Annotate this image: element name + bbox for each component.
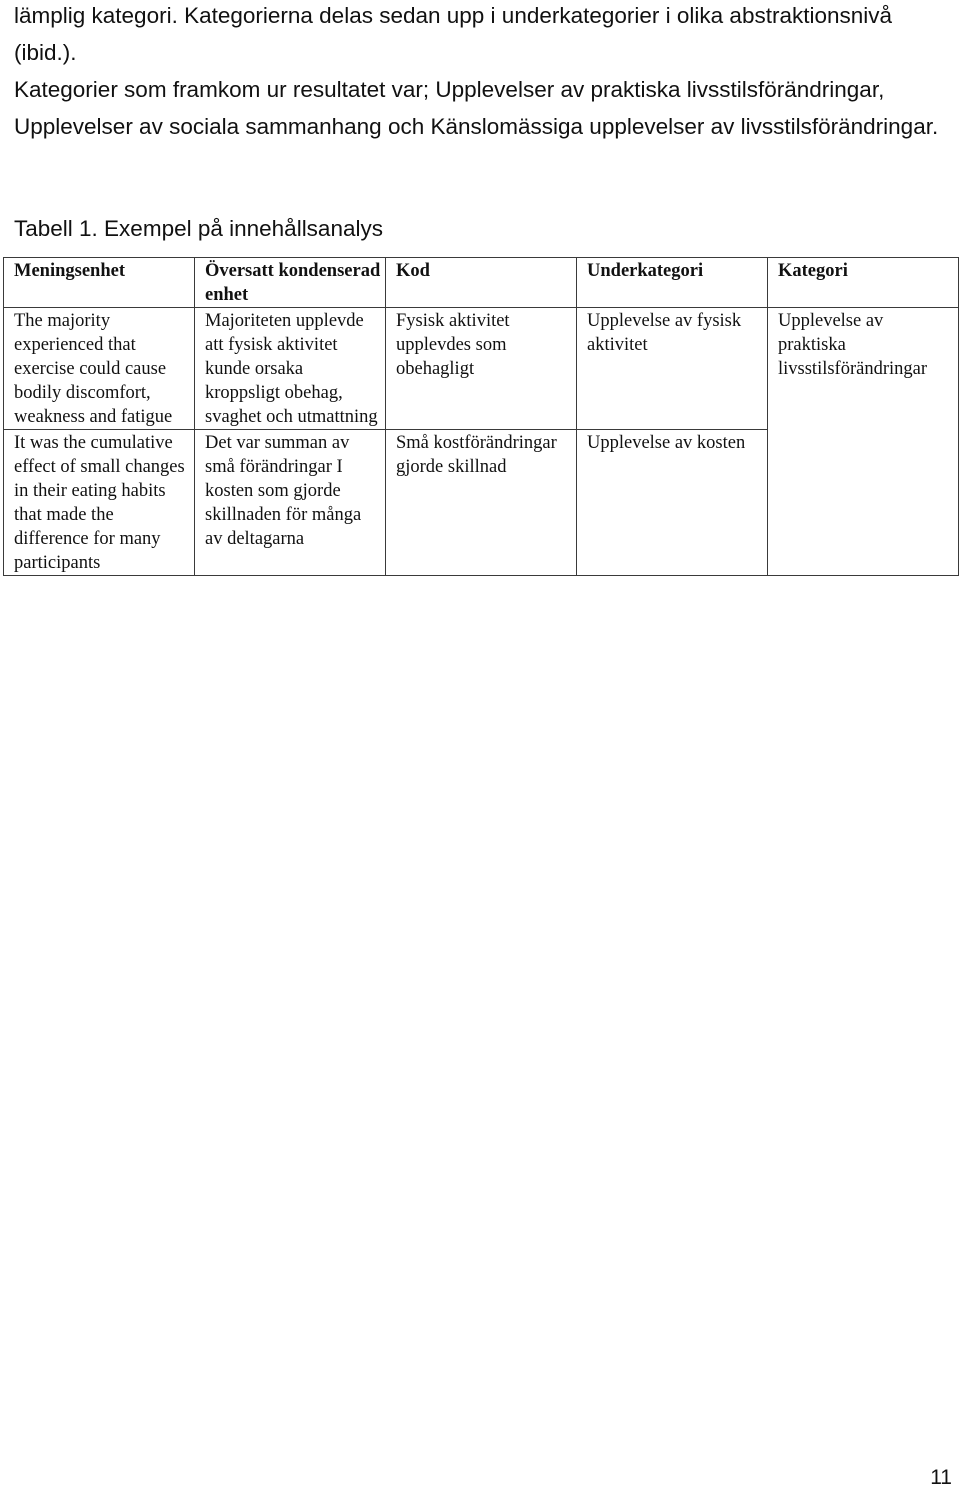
- page-number: 11: [930, 1466, 952, 1489]
- paragraph-categories-line-2: Upplevelser av sociala sammanhang och Känslomässiga upplevelser av livsstilsförändringar.: [14, 114, 939, 139]
- header-condensed-unit: Översatt kondenserad enhet: [195, 258, 386, 308]
- header-category: Kategori: [768, 258, 959, 308]
- cell-meaning-unit: It was the cumulative effect of small changes in their eating habits that made the difference for many participants: [4, 430, 195, 576]
- paragraph-categories: [14, 71, 938, 145]
- cell-category: Upplevelse av praktiska livsstilsförändringar: [768, 308, 959, 576]
- table-header-row: [4, 258, 959, 308]
- header-code: Kod: [386, 258, 577, 308]
- table-caption: Tabell 1. Exempel på innehållsanalys: [14, 216, 383, 241]
- paragraph-intro: [14, 0, 892, 71]
- paragraph-categories-line-1: Kategorier som framkom ur resultatet var; Upplevelser av praktiska livsstilsförändringar,: [14, 77, 885, 102]
- cell-condensed-unit: Majoriteten upplevde att fysisk aktivitet kunde orsaka kroppsligt obehag, svaghet och utmattning: [195, 308, 386, 430]
- paragraph-intro-line-2: (ibid.).: [14, 40, 77, 65]
- table-row: [4, 308, 959, 430]
- content-analysis-table: [3, 257, 959, 576]
- cell-code: Små kostförändringar gjorde skillnad: [386, 430, 577, 576]
- cell-meaning-unit: The majority experienced that exercise could cause bodily discomfort, weakness and fatigue: [4, 308, 195, 430]
- header-subcategory: Underkategori: [577, 258, 768, 308]
- cell-subcategory: Upplevelse av fysisk aktivitet: [577, 308, 768, 430]
- cell-code: Fysisk aktivitet upplevdes som obehagligt: [386, 308, 577, 430]
- header-meaning-unit: Meningsenhet: [4, 258, 195, 308]
- cell-condensed-unit: Det var summan av små förändringar I kosten som gjorde skillnaden för många av deltagarna: [195, 430, 386, 576]
- paragraph-intro-line-1: lämplig kategori. Kategorierna delas sedan upp i underkategorier i olika abstraktionsnivå: [14, 3, 893, 28]
- cell-subcategory: Upplevelse av kosten: [577, 430, 768, 576]
